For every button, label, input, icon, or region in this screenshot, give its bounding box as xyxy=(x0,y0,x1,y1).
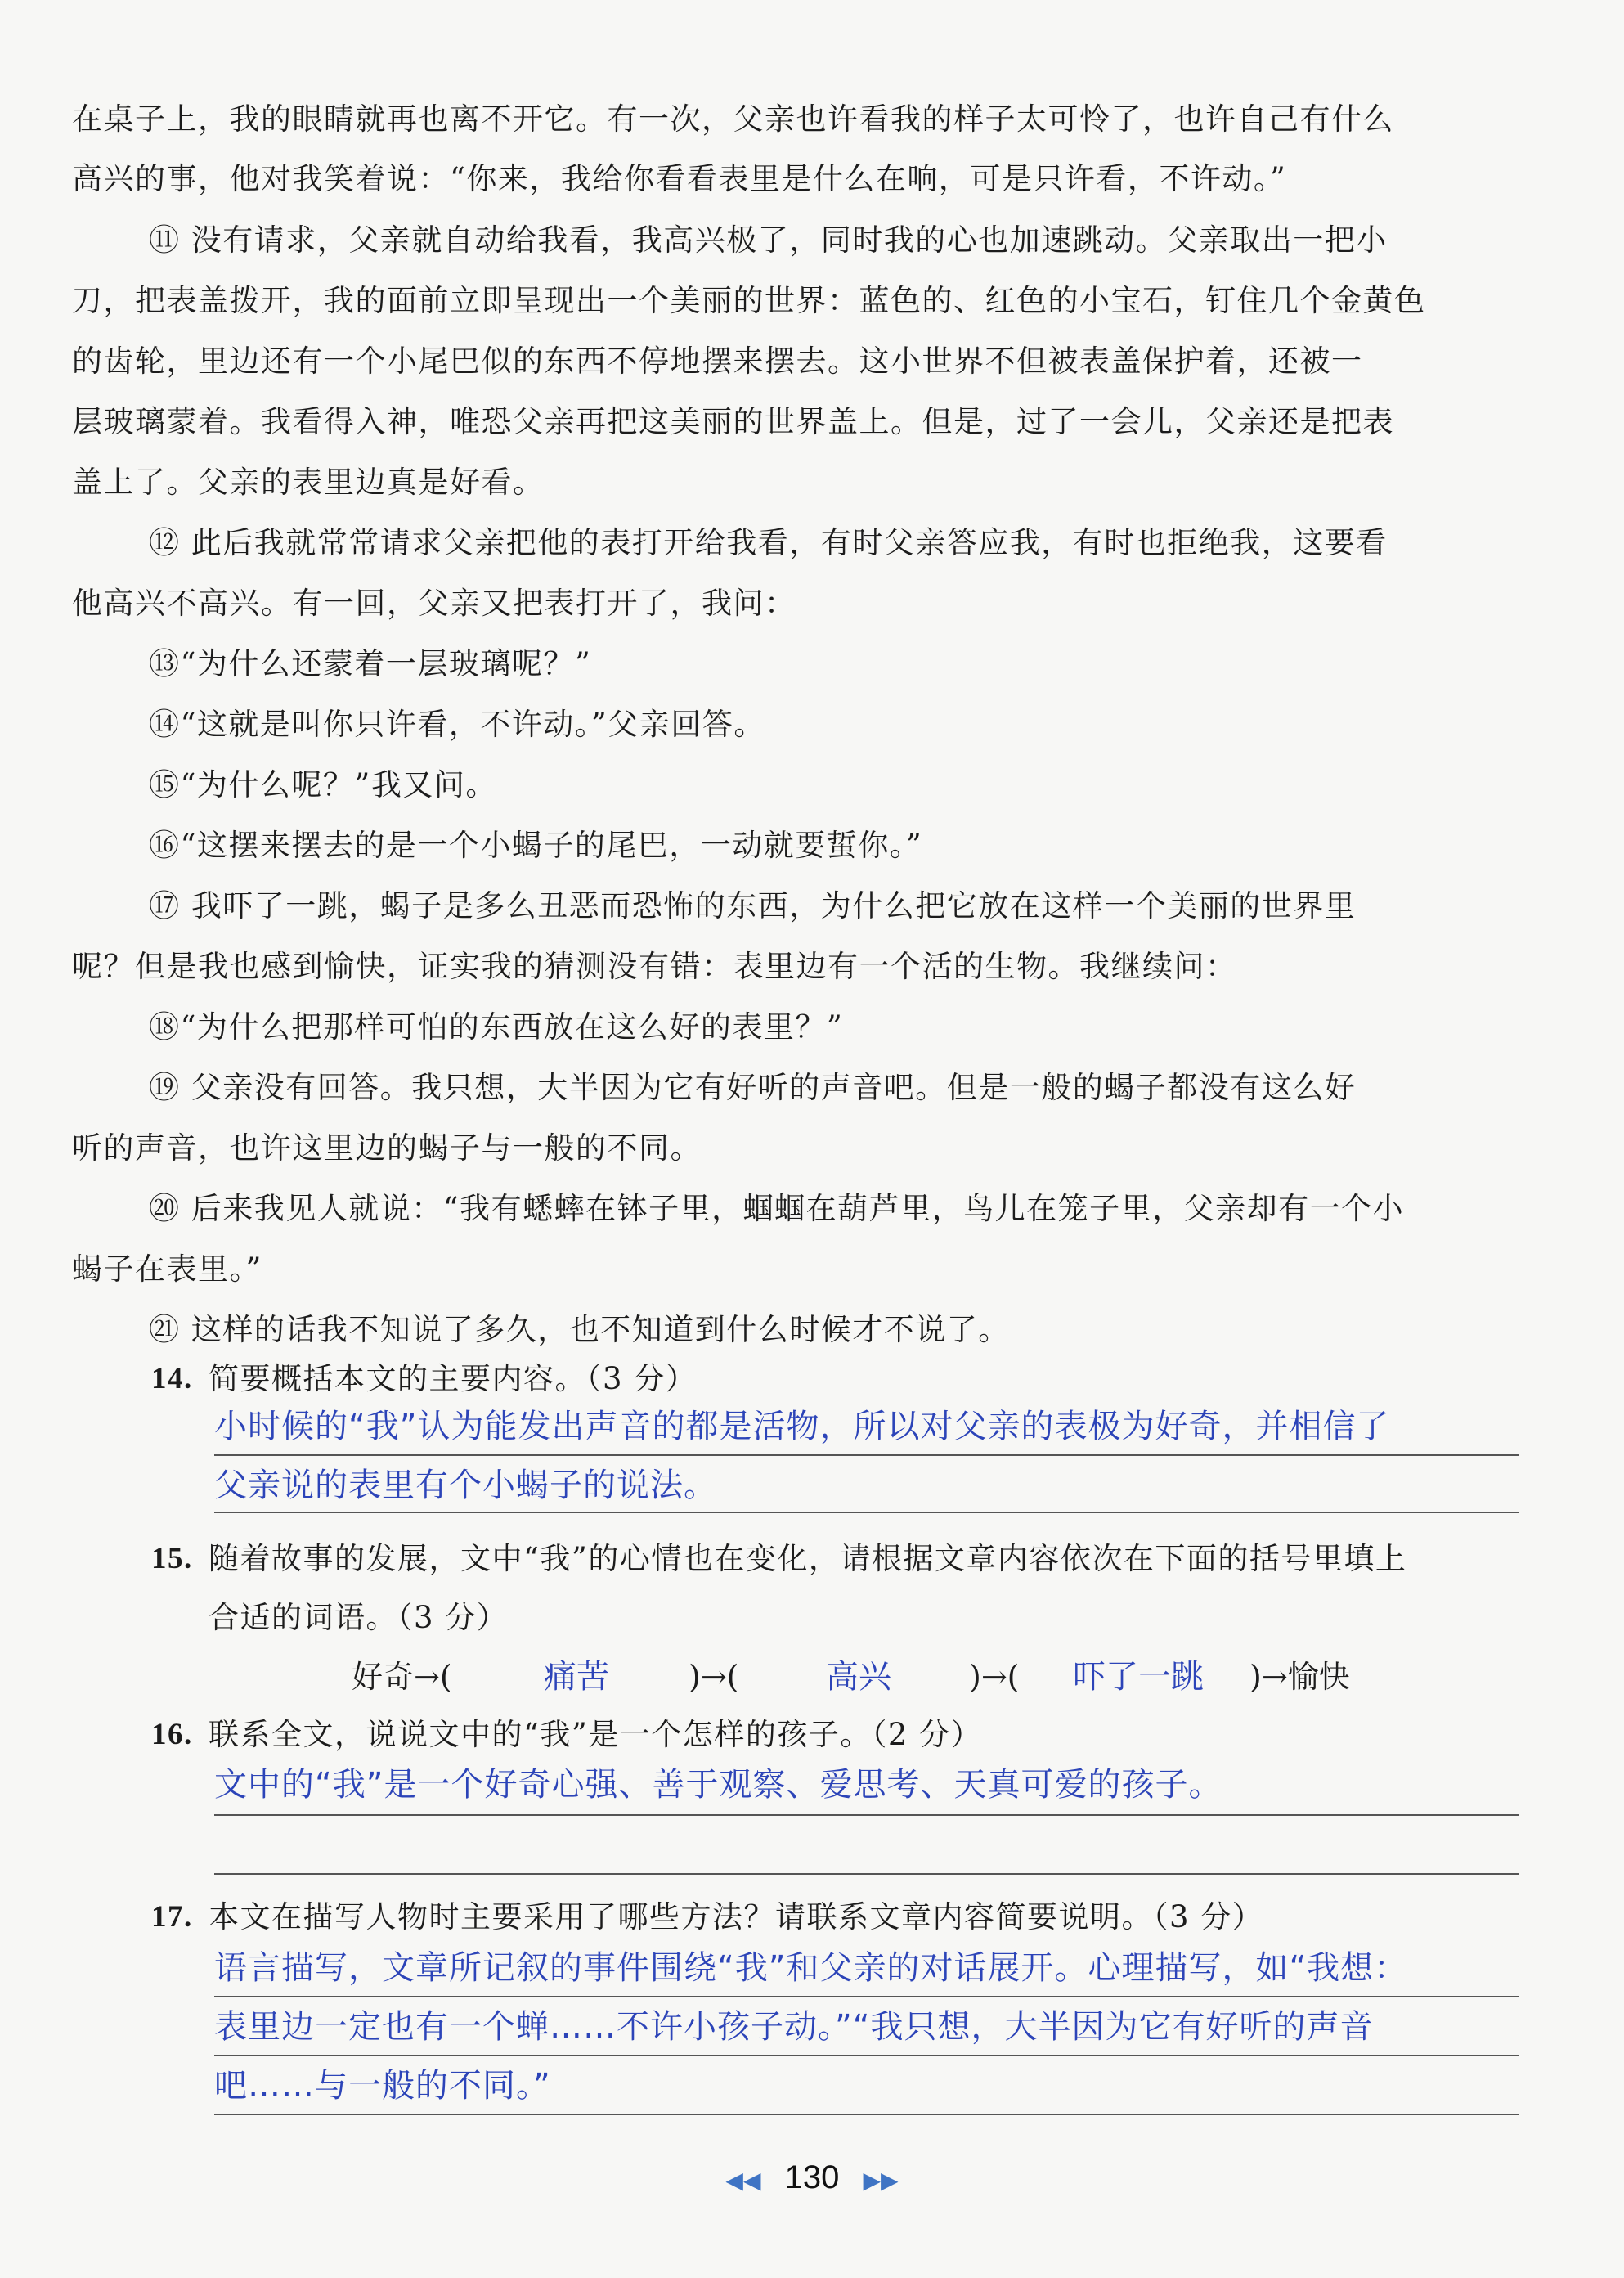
passage-line: 层玻璃蒙着。我看得入神，唯恐父亲再把这美丽的世界盖上。但是，过了一会儿，父亲还是把表 xyxy=(72,404,1394,439)
paragraph-19: ⑲ 父亲没有回答。我只想，大半因为它有好听的声音吧。但是一般的蝎子都没有这么好 xyxy=(149,1070,1357,1105)
answer-text: 表里边一定也有一个蝉……不许小孩子动。”“我只想，大半因为它有好听的声音 xyxy=(214,2008,1374,2046)
question-text: 合适的词语。（3 分） xyxy=(209,1600,509,1635)
question-text: 联系全文，说说文中的“我”是一个怎样的孩子。（2 分） xyxy=(209,1717,983,1752)
paragraph-13: ⑬“为什么还蒙着一层玻璃呢？” xyxy=(149,646,592,681)
fill-answer-1: 痛苦 xyxy=(544,1658,609,1696)
passage-line: 他高兴不高兴。有一回，父亲又把表打开了，我问： xyxy=(72,586,796,621)
prev-page-arrows-icon: ◀◀ xyxy=(725,2168,761,2193)
answer-line xyxy=(214,1873,1519,1875)
answer-text: 吧……与一般的不同。” xyxy=(214,2067,551,2105)
question-number: 16. xyxy=(151,1718,193,1751)
answer-line xyxy=(214,1512,1519,1513)
paragraph-14: ⑭“这就是叫你只许看，不许动。”父亲回答。 xyxy=(149,707,765,742)
answer-text: 小时候的“我”认为能发出声音的都是活物，所以对父亲的表极为好奇，并相信了 xyxy=(214,1408,1390,1445)
answer-text: 文中的“我”是一个好奇心强、善于观察、爱思考、天真可爱的孩子。 xyxy=(214,1766,1222,1804)
mood-chain xyxy=(0,1654,1624,1700)
passage-line: 听的声音，也许这里边的蝎子与一般的不同。 xyxy=(72,1130,702,1166)
passage-line: 在桌子上，我的眼睛就再也离不开它。有一次，父亲也许看我的样子太可怜了，也许自己有什么 xyxy=(72,101,1394,137)
question-text: 简要概括本文的主要内容。（3 分） xyxy=(209,1361,698,1396)
answer-text: 语言描写，文章所记叙的事件围绕“我”和父亲的对话展开。心理描写，如“我想： xyxy=(214,1949,1408,1987)
fill-answer-3: 吓了一跳 xyxy=(1073,1658,1204,1696)
fill-answer-2: 高兴 xyxy=(826,1658,891,1696)
passage-line: 呢？但是我也感到愉快，证实我的猜测没有错：表里边有一个活的生物。我继续问： xyxy=(72,949,1237,984)
chain-sep: )→( xyxy=(969,1659,1020,1695)
question-number: 15. xyxy=(151,1542,193,1575)
paragraph-12: ⑫ 此后我就常常请求父亲把他的表打开给我看，有时父亲答应我，有时也拒绝我，这要看 xyxy=(149,525,1388,560)
chain-start: 好奇→( xyxy=(352,1659,452,1695)
question-number: 14. xyxy=(151,1362,193,1395)
answer-line xyxy=(214,1454,1519,1456)
answer-text: 父亲说的表里有个小蝎子的说法。 xyxy=(214,1467,717,1504)
next-page-arrows-icon: ▶▶ xyxy=(863,2168,899,2193)
paragraph-18: ⑱“为什么把那样可怕的东西放在这么好的表里？” xyxy=(149,1009,844,1045)
question-text: 本文在描写人物时主要采用了哪些方法？请联系文章内容简要说明。（3 分） xyxy=(209,1899,1264,1934)
passage-line: 刀，把表盖拨开，我的面前立即呈现出一个美丽的世界：蓝色的、红色的小宝石，钉住几个金黄色 xyxy=(72,283,1426,318)
chain-sep: )→( xyxy=(689,1659,739,1695)
paragraph-15: ⑮“为什么呢？”我又问。 xyxy=(149,767,497,802)
passage-line: 高兴的事，他对我笑着说：“你来，我给你看看表里是什么在响，可是只许看，不许动。” xyxy=(72,161,1287,196)
answer-line xyxy=(214,2055,1519,2056)
question-number: 17. xyxy=(151,1900,193,1934)
question-text: 随着故事的发展，文中“我”的心情也在变化，请根据文章内容依次在下面的括号里填上 xyxy=(209,1541,1407,1576)
passage-line: 蝎子在表里。” xyxy=(72,1251,262,1287)
answer-line xyxy=(214,2114,1519,2115)
answer-line xyxy=(214,1814,1519,1816)
passage-line: 盖上了。父亲的表里边真是好看。 xyxy=(72,465,545,500)
paragraph-20: ⑳ 后来我见人就说：“我有蟋蟀在钵子里，蝈蝈在葫芦里，鸟儿在笼子里，父亲却有一个小 xyxy=(149,1191,1405,1226)
chain-end: )→愉快 xyxy=(1249,1659,1350,1695)
passage-line: 的齿轮，里边还有一个小尾巴似的东西不停地摆来摆去。这小世界不但被表盖保护着，还被一 xyxy=(72,344,1363,379)
paragraph-21: ㉑ 这样的话我不知说了多久，也不知道到什么时候才不说了。 xyxy=(149,1312,1010,1347)
paragraph-16: ⑯“这摆来摆去的是一个小蝎子的尾巴，一动就要蜇你。” xyxy=(149,828,923,863)
page-footer xyxy=(0,2159,1624,2196)
paragraph-11: ⑪ 没有请求，父亲就自动给我看，我高兴极了，同时我的心也加速跳动。父亲取出一把小 xyxy=(149,222,1388,258)
answer-line xyxy=(214,1996,1519,1997)
page-number: 130 xyxy=(784,2159,840,2195)
paragraph-17: ⑰ 我吓了一跳，蝎子是多么丑恶而恐怖的东西，为什么把它放在这样一个美丽的世界里 xyxy=(149,888,1357,923)
